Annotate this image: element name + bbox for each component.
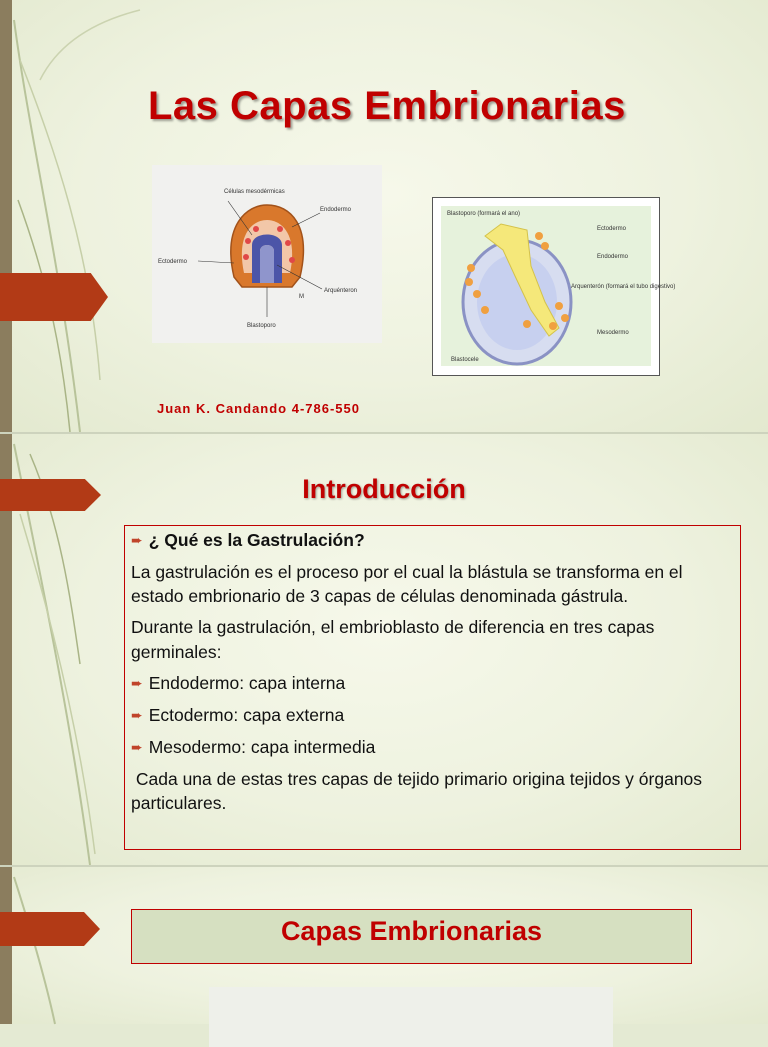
label-endodermo: Endodermo (320, 207, 352, 213)
paragraph-2: Durante la gastrulación, el embrioblasto de diferencia en tres capas germinales: (131, 617, 655, 662)
list-item (131, 735, 734, 759)
section-title: Capas Embrionarias (280, 916, 543, 946)
leaf-decoration (0, 0, 150, 432)
intro-box (124, 525, 741, 850)
label2-arquenteron: Arquenterón (formará el tubo digestivo) (571, 284, 676, 290)
paragraph-3: Cada una de estas tres capas de tejido primario origina tejidos y órganos particulares. (131, 769, 707, 814)
diagram-image-partial (209, 987, 613, 1047)
slide-2 (0, 434, 768, 865)
list-item-text: Ectodermo: capa externa (148, 704, 345, 725)
page-title: Las Capas Embrionarias (148, 84, 626, 128)
arrow-marker (0, 273, 108, 321)
label-ectodermo: Ectodermo (158, 259, 188, 265)
label2-blastoporo: Blastoporo (formará el ano) (447, 211, 521, 217)
list-item-text: Mesodermo: capa intermedia (148, 736, 376, 757)
label-m: M (299, 294, 304, 300)
arrow-bullet-icon: ➨ (131, 706, 143, 723)
gastrula-diagram-image (152, 165, 382, 343)
label2-endodermo: Endodermo (597, 254, 629, 260)
question-text: ¿ Qué es la Gastrulación? (148, 530, 365, 550)
label-blastoporo: Blastoporo (247, 323, 276, 329)
label2-ectodermo: Ectodermo (597, 226, 627, 232)
arrow-bullet-icon: ➨ (131, 674, 143, 691)
section-title: Introducción (302, 474, 466, 504)
slide-1 (0, 0, 768, 432)
label2-blastocele: Blastocele (451, 357, 479, 363)
section-title-box (131, 909, 692, 964)
gastrula-section-image (432, 197, 676, 376)
arrow-marker (0, 912, 100, 946)
author-line: Juan K. Candando 4-786-550 (157, 401, 360, 416)
slide-3 (0, 867, 768, 1024)
arrow-bullet-icon: ➨ (131, 532, 143, 548)
list-item (131, 703, 734, 727)
label-arquenteron: Arquénteron (324, 288, 358, 294)
question-item (131, 528, 734, 552)
list-item (131, 671, 734, 695)
label2-mesodermo: Mesodermo (597, 330, 629, 336)
list-item-text: Endodermo: capa interna (148, 672, 346, 693)
paragraph-1: La gastrulación es el proceso por el cual la blástula se transforma en el estado embrionario de 3 capas de células denominada gástrula. (131, 562, 683, 607)
arrow-bullet-icon: ➨ (131, 738, 143, 755)
label-celulas: Células mesodérmicas (224, 189, 285, 195)
